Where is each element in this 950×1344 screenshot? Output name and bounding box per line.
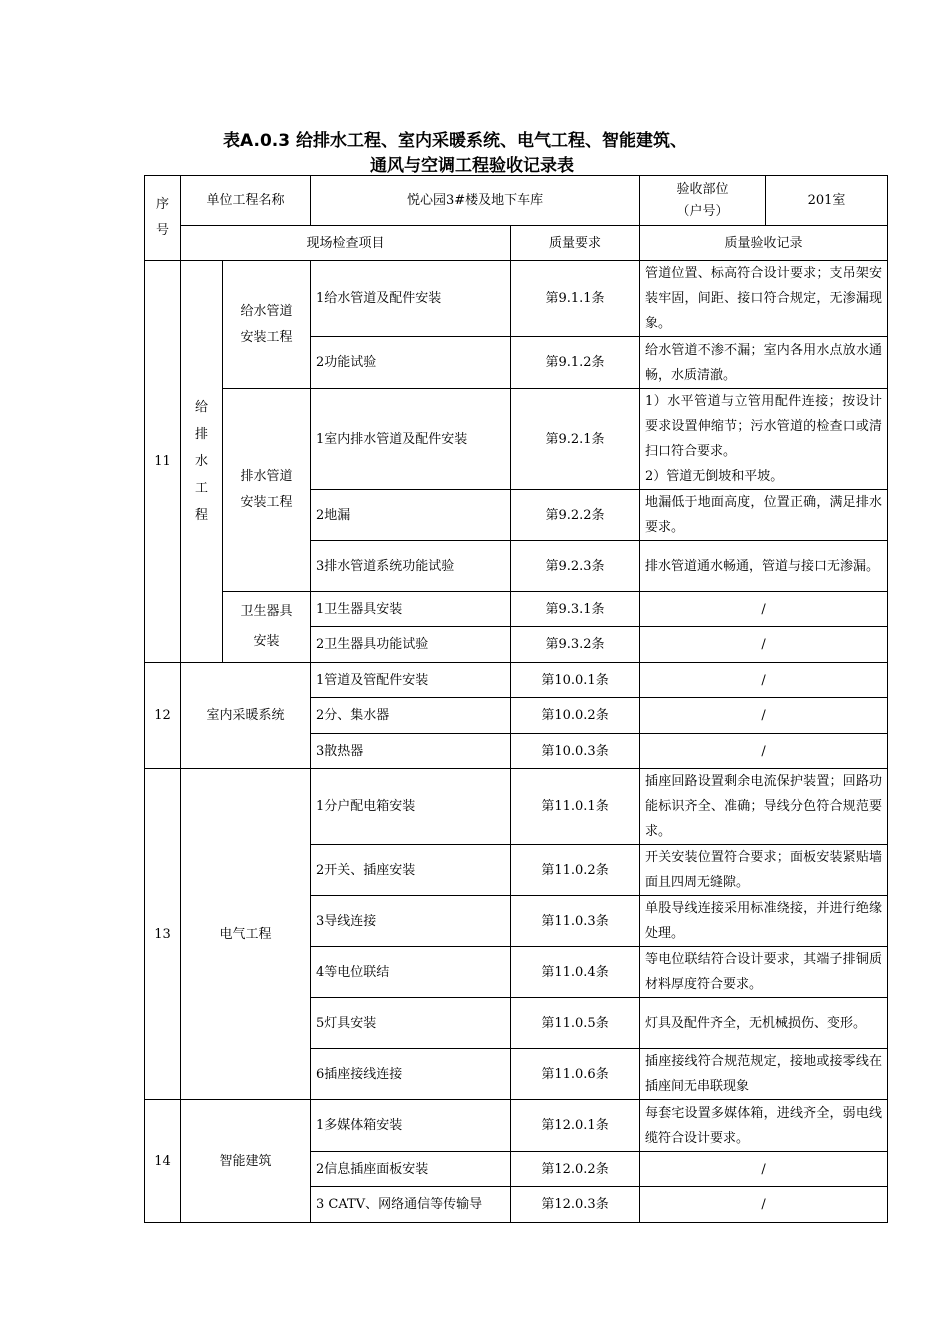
check-item: 2开关、插座安装 (311, 845, 511, 896)
acceptance-record: 排水管道通水畅通，管道与接口无渗漏。 (640, 541, 888, 592)
check-item: 3导线连接 (311, 896, 511, 947)
quality-requirement: 第9.1.1条 (511, 261, 640, 337)
acceptance-record: 等电位联结符合设计要求，其端子排铜质材料厚度符合要求。 (640, 947, 888, 998)
quality-requirement: 第11.0.2条 (511, 845, 640, 896)
acceptance-record: 地漏低于地面高度，位置正确，满足排水要求。 (640, 490, 888, 541)
acceptance-record: / (640, 1187, 888, 1223)
quality-requirement: 第11.0.4条 (511, 947, 640, 998)
quality-requirement: 第9.3.2条 (511, 627, 640, 663)
acceptance-record-table (144, 175, 888, 1223)
section-no: 12 (145, 663, 181, 769)
category-cell: 智能建筑 (181, 1100, 311, 1223)
acceptance-record: 开关安装位置符合要求；面板安装紧贴墙面且四周无缝隙。 (640, 845, 888, 896)
quality-requirement: 第10.0.3条 (511, 734, 640, 769)
category-cell: 电气工程 (181, 769, 311, 1100)
check-item: 1分户配电箱安装 (311, 769, 511, 845)
unit-name-label: 单位工程名称 (181, 176, 311, 226)
check-item: 6插座接线连接 (311, 1049, 511, 1100)
acceptance-record: / (640, 698, 888, 734)
check-item: 2分、集水器 (311, 698, 511, 734)
subgroup-label: 卫生器具 安装 (223, 592, 311, 663)
record-header: 质量验收记录 (640, 226, 888, 261)
category-cell: 给 排 水 工 程 (181, 261, 223, 663)
quality-requirement: 第11.0.5条 (511, 998, 640, 1049)
quality-requirement: 第12.0.1条 (511, 1100, 640, 1152)
acceptance-record: 单股导线连接采用标准绕接，并进行绝缘处理。 (640, 896, 888, 947)
acceptance-record: 灯具及配件齐全，无机械损伤、变形。 (640, 998, 888, 1049)
check-item: 1管道及管配件安装 (311, 663, 511, 698)
check-item: 2信息插座面板安装 (311, 1152, 511, 1187)
acceptance-record: 每套宅设置多媒体箱，进线齐全，弱电线缆符合设计要求。 (640, 1100, 888, 1152)
section-no: 11 (145, 261, 181, 663)
accept-part-label: 验收部位 （户号） (640, 176, 766, 226)
acceptance-record: 给水管道不渗不漏；室内各用水点放水通畅，水质清澈。 (640, 337, 888, 389)
acceptance-record: 插座回路设置剩余电流保护装置；回路功能标识齐全、准确；导线分色符合规范要求。 (640, 769, 888, 845)
req-header: 质量要求 (511, 226, 640, 261)
quality-requirement: 第9.2.3条 (511, 541, 640, 592)
acceptance-record: 1）水平管道与立管用配件连接；按设计要求设置伸缩节；污水管道的检查口或清扫口符合要求。 2）管道无倒坡和平坡。 (640, 389, 888, 490)
check-item: 5灯具安装 (311, 998, 511, 1049)
table-title-line1: 表A.0.3 给排水工程、室内采暖系统、电气工程、智能建筑、 (223, 131, 687, 151)
quality-requirement: 第11.0.6条 (511, 1049, 640, 1100)
acceptance-record: / (640, 592, 888, 627)
check-item: 1卫生器具安装 (311, 592, 511, 627)
quality-requirement: 第12.0.2条 (511, 1152, 640, 1187)
quality-requirement: 第11.0.3条 (511, 896, 640, 947)
check-item: 2功能试验 (311, 337, 511, 389)
quality-requirement: 第9.3.1条 (511, 592, 640, 627)
quality-requirement: 第10.0.2条 (511, 698, 640, 734)
check-item: 1给水管道及配件安装 (311, 261, 511, 337)
quality-requirement: 第10.0.1条 (511, 663, 640, 698)
category-cell: 室内采暖系统 (181, 663, 311, 769)
check-item: 4等电位联结 (311, 947, 511, 998)
check-item: 3 CATV、网络通信等传输导 (311, 1187, 511, 1223)
quality-requirement: 第11.0.1条 (511, 769, 640, 845)
acceptance-record: / (640, 734, 888, 769)
acceptance-record: 管道位置、标高符合设计要求；支吊架安装牢固，间距、接口符合规定，无渗漏现象。 (640, 261, 888, 337)
acceptance-record: / (640, 663, 888, 698)
check-item: 3散热器 (311, 734, 511, 769)
accept-part-value: 201室 (766, 176, 888, 226)
quality-requirement: 第9.2.2条 (511, 490, 640, 541)
quality-requirement: 第12.0.3条 (511, 1187, 640, 1223)
item-header: 现场检查项目 (181, 226, 511, 261)
section-no: 14 (145, 1100, 181, 1223)
quality-requirement: 第9.2.1条 (511, 389, 640, 490)
check-item: 2卫生器具功能试验 (311, 627, 511, 663)
quality-requirement: 第9.1.2条 (511, 337, 640, 389)
subgroup-label: 排水管道 安装工程 (223, 389, 311, 592)
seq-header: 序 号 (145, 176, 181, 261)
acceptance-record: / (640, 1152, 888, 1187)
check-item: 1多媒体箱安装 (311, 1100, 511, 1152)
table-title-line2: 通风与空调工程验收记录表 (370, 156, 574, 176)
unit-name-value: 悦心园3#楼及地下车库 (311, 176, 640, 226)
acceptance-record: / (640, 627, 888, 663)
check-item: 1室内排水管道及配件安装 (311, 389, 511, 490)
section-no: 13 (145, 769, 181, 1100)
check-item: 3排水管道系统功能试验 (311, 541, 511, 592)
acceptance-record: 插座接线符合规范规定，接地或接零线在插座间无串联现象 (640, 1049, 888, 1100)
subgroup-label: 给水管道 安装工程 (223, 261, 311, 389)
check-item: 2地漏 (311, 490, 511, 541)
